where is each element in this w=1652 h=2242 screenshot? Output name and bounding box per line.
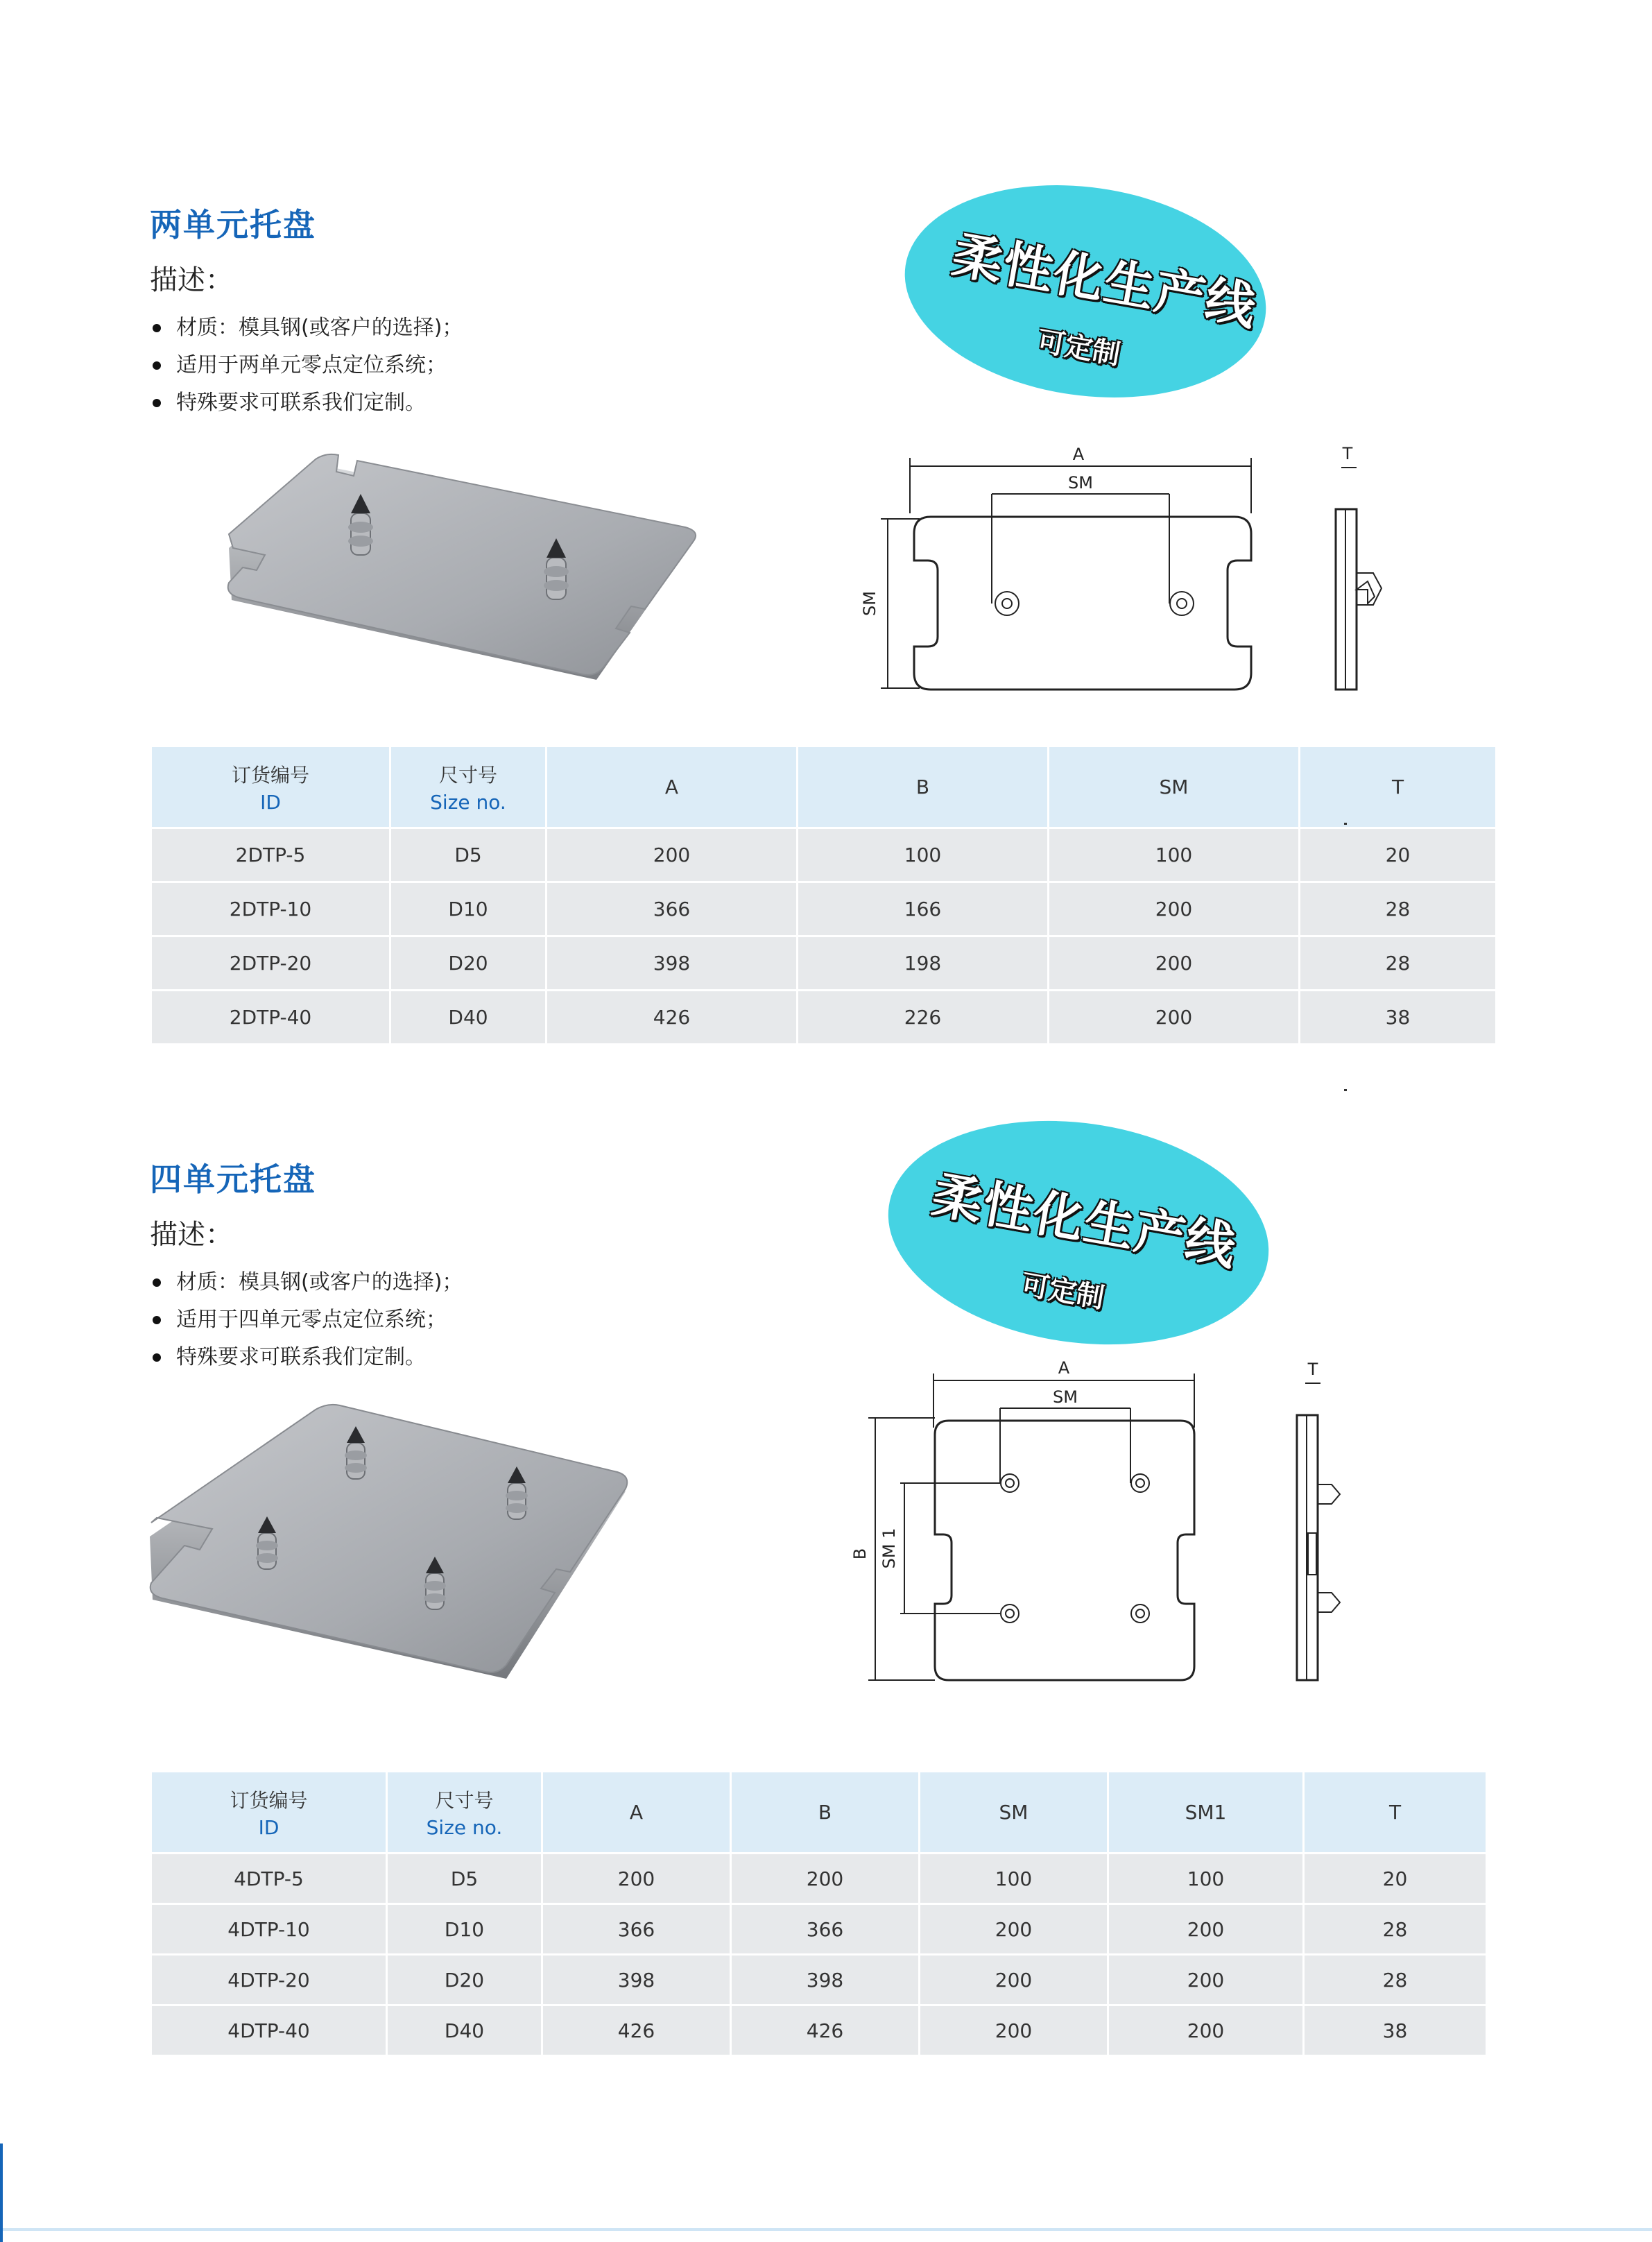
cell-sm1: 200 — [1108, 2005, 1304, 2056]
description-heading: 描述： — [150, 264, 233, 296]
header-a: A — [547, 746, 798, 828]
customization-badge — [884, 1118, 1273, 1347]
header-a: A — [542, 1772, 731, 1854]
table-row — [151, 2005, 1487, 2056]
cell-sm1: 200 — [1108, 1955, 1304, 2005]
cell-a: 426 — [547, 991, 798, 1045]
cell-id: 2DTP-10 — [151, 882, 390, 936]
section-title-two-unit-pallet: 两单元托盘 — [150, 206, 316, 243]
cell-b: 100 — [798, 828, 1049, 882]
four-unit-spec-table — [150, 1770, 1488, 2057]
feature-list — [150, 309, 463, 422]
dimension-label-sm: SM — [1068, 473, 1093, 493]
header-id: 订货编号 ID — [151, 1772, 387, 1854]
cell-a: 398 — [547, 936, 798, 991]
cell-b: 398 — [731, 1955, 920, 2005]
stray-mark — [1344, 1089, 1347, 1091]
dimension-label-t: T — [1307, 1360, 1318, 1379]
four-unit-pallet-drawing — [846, 1346, 1401, 1706]
cell-a: 200 — [542, 1854, 731, 1904]
two-unit-pallet-drawing — [839, 437, 1394, 701]
header-t: T — [1300, 746, 1497, 828]
header-id: 订货编号 ID — [151, 746, 390, 828]
cell-size: D5 — [387, 1854, 542, 1904]
feature-list — [150, 1264, 463, 1376]
cell-id: 4DTP-20 — [151, 1955, 387, 2005]
dimension-label-side-sm: SM — [860, 591, 879, 616]
cell-size: D20 — [387, 1955, 542, 2005]
cell-t: 28 — [1300, 936, 1497, 991]
stray-mark — [1344, 823, 1347, 825]
table-header-row — [151, 746, 1497, 828]
cell-id: 2DTP-20 — [151, 936, 390, 991]
cell-sm: 100 — [920, 1854, 1108, 1904]
table-row — [151, 1904, 1487, 1955]
description-heading: 描述： — [150, 1219, 233, 1251]
cell-sm1: 100 — [1108, 1854, 1304, 1904]
cell-size: D10 — [387, 1904, 542, 1955]
dimension-label-a: A — [1072, 445, 1085, 464]
table-row — [151, 1854, 1487, 1904]
cell-t: 38 — [1300, 991, 1497, 1045]
badge-sub-text: 可定制 — [1019, 1268, 1107, 1315]
cell-size: D40 — [387, 2005, 542, 2056]
cell-id: 2DTP-40 — [151, 991, 390, 1045]
cell-t: 20 — [1300, 828, 1497, 882]
cell-t: 38 — [1304, 2005, 1487, 2056]
two-unit-pallet-photo — [215, 451, 728, 714]
cell-sm: 200 — [920, 2005, 1108, 2056]
header-sm1: SM1 — [1108, 1772, 1304, 1854]
header-size: 尺寸号 Size no. — [387, 1772, 542, 1854]
badge-sub-text: 可定制 — [1035, 325, 1123, 372]
cell-a: 366 — [547, 882, 798, 936]
badge-main-text: 柔性化生产线 — [948, 225, 1262, 336]
cell-b: 226 — [798, 991, 1049, 1045]
header-b: B — [798, 746, 1049, 828]
cell-a: 200 — [547, 828, 798, 882]
cell-b: 200 — [731, 1854, 920, 1904]
badge-main-text: 柔性化生产线 — [928, 1165, 1241, 1276]
cell-a: 398 — [542, 1955, 731, 2005]
cell-size: D10 — [390, 882, 547, 936]
feature-item-material: 材质：模具钢(或客户的选择)； — [150, 309, 463, 347]
table-row — [151, 936, 1497, 991]
feature-item-application: 适用于两单元零点定位系统； — [150, 347, 463, 384]
feature-item-material: 材质：模具钢(或客户的选择)； — [150, 1264, 463, 1301]
cell-t: 28 — [1304, 1904, 1487, 1955]
cell-b: 198 — [798, 936, 1049, 991]
cell-id: 4DTP-10 — [151, 1904, 387, 1955]
table-row — [151, 991, 1497, 1045]
cell-size: D5 — [390, 828, 547, 882]
cell-b: 366 — [731, 1904, 920, 1955]
cell-id: 4DTP-5 — [151, 1854, 387, 1904]
cell-a: 426 — [542, 2005, 731, 2056]
header-t: T — [1304, 1772, 1487, 1854]
page-bottom-rule — [0, 2228, 1652, 2231]
table-row — [151, 828, 1497, 882]
header-b: B — [731, 1772, 920, 1854]
cell-sm: 200 — [1049, 936, 1300, 991]
cell-b: 166 — [798, 882, 1049, 936]
dimension-label-sm: SM — [1053, 1387, 1078, 1407]
table-row — [151, 882, 1497, 936]
cell-id: 2DTP-5 — [151, 828, 390, 882]
section-title-four-unit-pallet: 四单元托盘 — [150, 1161, 316, 1198]
cell-t: 28 — [1304, 1955, 1487, 2005]
cell-size: D40 — [390, 991, 547, 1045]
dimension-label-sm1: SM 1 — [879, 1528, 899, 1569]
feature-item-custom: 特殊要求可联系我们定制。 — [150, 384, 463, 422]
header-size: 尺寸号 Size no. — [390, 746, 547, 828]
two-unit-spec-table — [150, 745, 1497, 1045]
table-row — [151, 1955, 1487, 2005]
header-sm: SM — [920, 1772, 1108, 1854]
customization-badge — [902, 184, 1269, 399]
feature-item-application: 适用于四单元零点定位系统； — [150, 1301, 463, 1339]
header-sm: SM — [1049, 746, 1300, 828]
cell-sm: 200 — [920, 1904, 1108, 1955]
feature-item-custom: 特殊要求可联系我们定制。 — [150, 1339, 463, 1376]
four-unit-pallet-photo — [146, 1401, 645, 1713]
cell-t: 28 — [1300, 882, 1497, 936]
cell-sm: 100 — [1049, 828, 1300, 882]
cell-b: 426 — [731, 2005, 920, 2056]
cell-sm: 200 — [920, 1955, 1108, 2005]
dimension-label-b: B — [850, 1548, 870, 1560]
cell-t: 20 — [1304, 1854, 1487, 1904]
cell-sm: 200 — [1049, 991, 1300, 1045]
dimension-label-a: A — [1058, 1358, 1070, 1378]
table-header-row — [151, 1772, 1487, 1854]
cell-size: D20 — [390, 936, 547, 991]
cell-sm: 200 — [1049, 882, 1300, 936]
cell-sm1: 200 — [1108, 1904, 1304, 1955]
dimension-label-t: T — [1342, 444, 1353, 463]
cell-id: 4DTP-40 — [151, 2005, 387, 2056]
cell-a: 366 — [542, 1904, 731, 1955]
page-left-accent — [0, 2143, 3, 2242]
